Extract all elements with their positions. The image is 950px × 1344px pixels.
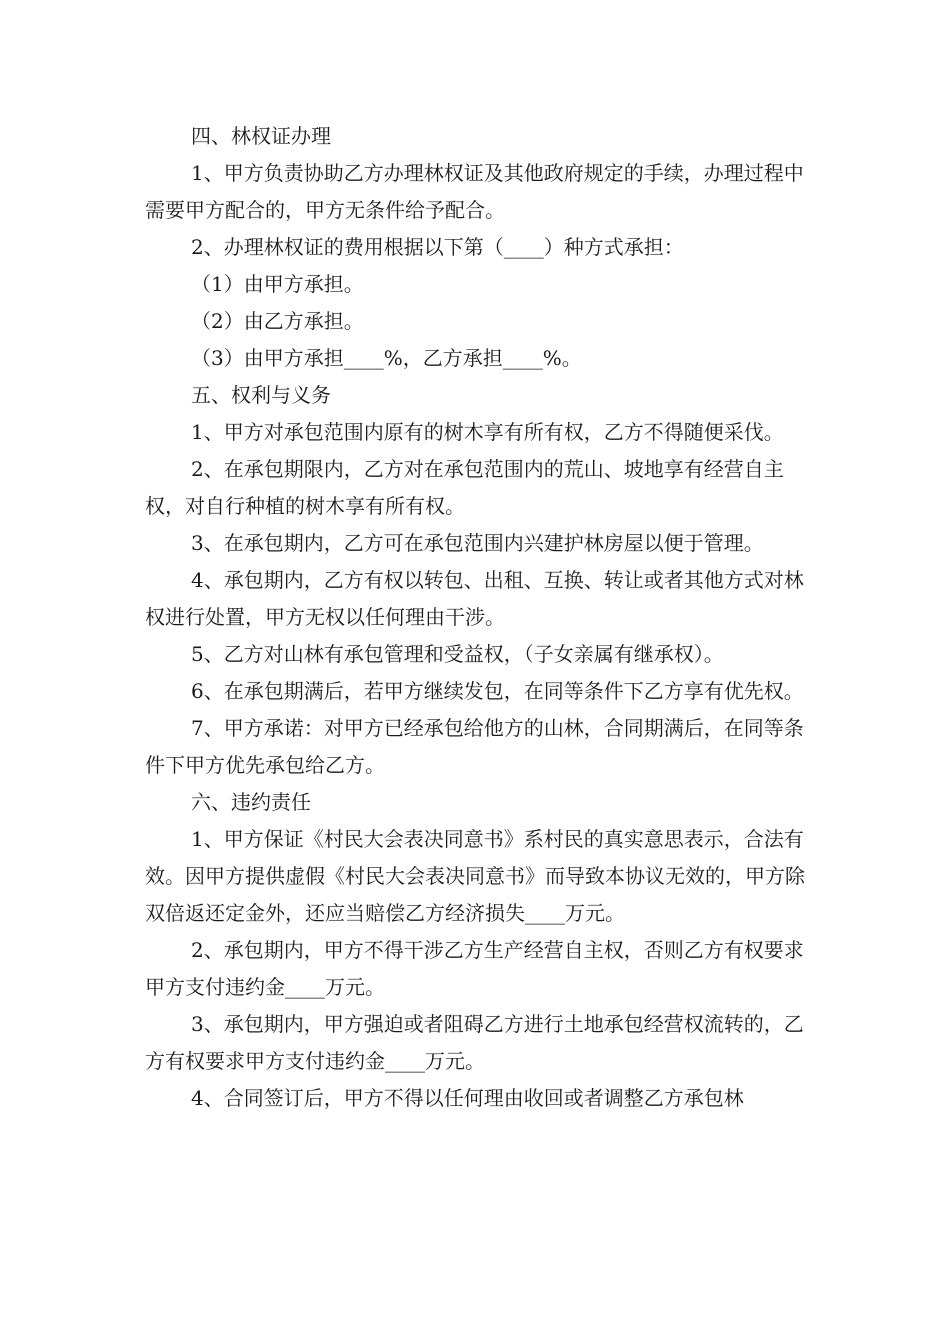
paragraph: 5、乙方对山林有承包管理和受益权，（子女亲属有继承权）。 xyxy=(191,642,724,666)
paragraph: 4、合同签订后，甲方不得以任何理由收回或者调整乙方承包林 xyxy=(191,1086,744,1110)
option-item: （1）由甲方承担。 xyxy=(191,272,364,296)
paragraph: 6、在承包期满后，若甲方继续发包，在同等条件下乙方享有优先权。 xyxy=(191,679,804,703)
paragraph: 2、办理林权证的费用根据以下第（____）种方式承担： xyxy=(191,235,684,259)
paragraph: 3、在承包期内，乙方可在承包范围内兴建护林房屋以便于管理。 xyxy=(191,531,764,555)
paragraph: 2、承包期内，甲方不得干涉乙方生产经营自主权，否则乙方有权要求甲方支付违约金____万元。 xyxy=(145,938,804,999)
paragraph: 4、承包期内，乙方有权以转包、出租、互换、转让或者其他方式对林权进行处置，甲方无权以任何理由干涉。 xyxy=(145,568,804,629)
document-page xyxy=(145,118,810,1117)
paragraph: 7、甲方承诺：对甲方已经承包给他方的山林，合同期满后，在同等条件下甲方优先承包给乙方。 xyxy=(145,716,804,777)
paragraph: 1、甲方负责协助乙方办理林权证及其他政府规定的手续，办理过程中需要甲方配合的，甲方无条件给予配合。 xyxy=(145,161,804,222)
option-item: （3）由甲方承担____%，乙方承担____%。 xyxy=(191,346,582,370)
option-item: （2）由乙方承担。 xyxy=(191,309,364,333)
paragraph: 3、承包期内，甲方强迫或者阻碍乙方进行土地承包经营权流转的，乙方有权要求甲方支付违约金____万元。 xyxy=(145,1012,804,1073)
section-heading-4: 四、林权证办理 xyxy=(191,124,331,148)
paragraph: 1、甲方对承包范围内原有的树木享有所有权，乙方不得随便采伐。 xyxy=(191,420,784,444)
section-heading-5: 五、权利与义务 xyxy=(191,383,331,407)
section-heading-6: 六、违约责任 xyxy=(191,790,311,814)
paragraph: 2、在承包期限内，乙方对在承包范围内的荒山、坡地享有经营自主权，对自行种植的树木享有所有权。 xyxy=(145,457,784,518)
paragraph: 1、甲方保证《村民大会表决同意书》系村民的真实意思表示，合法有效。因甲方提供虚假《村民大会表决同意书》而导致本协议无效的，甲方除双倍返还定金外，还应当赔偿乙方经济损失____万元。 xyxy=(145,827,805,925)
